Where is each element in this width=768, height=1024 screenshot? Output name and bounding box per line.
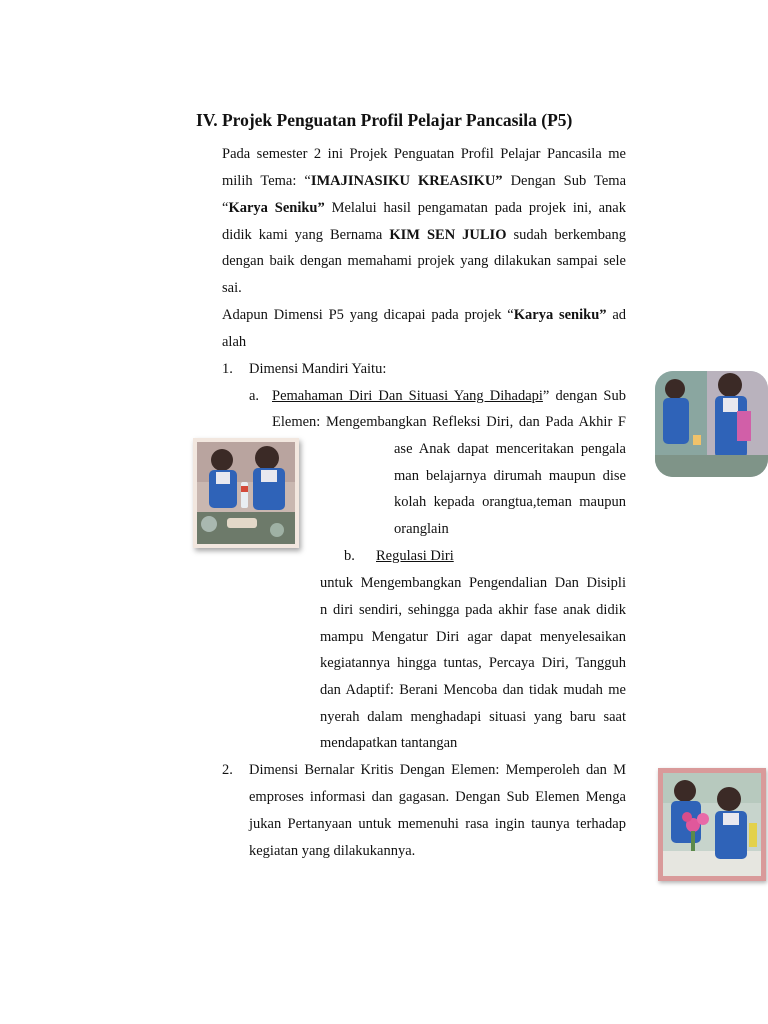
dimensi-intro-line-1 [222,305,626,325]
intro-line-2 [222,171,626,191]
subtheme-name: Karya Seniku” [228,200,325,216]
item1b-line-3: mampu Mengatur Diri agar dapat menyelesaikan [320,629,626,645]
intro-line-4 [222,225,626,245]
photo-image [197,442,295,544]
photo-image [663,773,761,876]
item2-line-4: kegiatan yang dilakukannya. [249,843,416,859]
intro-text: “ [222,200,229,216]
item1a-line-5: kolah kepada orangtua,teman maupun [394,494,626,510]
item2-number: 2. [222,762,233,778]
item1-title: Dimensi Mandiri Yaitu: [249,361,387,377]
intro-line-3 [222,198,626,218]
photo-children-activity-1 [193,438,299,548]
item1a-line-3: ase Anak dapat menceritakan pengala [394,441,626,457]
intro-line-1: Pada semester 2 ini Projek Penguatan Profil Pelajar Pancasila me [222,146,626,162]
item1b-line-2: n diri sendiri, sehingga pada akhir fase anak didik [320,602,626,618]
student-name: KIM SEN JULIO [389,227,507,243]
dimensi-text: Adapun Dimensi P5 yang dicapai pada projek “ [222,307,514,323]
project-name: Karya seniku” [513,307,607,323]
item1b-line-4: kegiatannya hingga tuntas, Percaya Diri, Tangguh [320,655,626,671]
photo-children-activity-2 [655,371,768,477]
item1a-line-4: man belajarnya dirumah maupun dise [394,468,626,484]
dimensi-intro-line-2: alah [222,334,247,350]
item1a-line-2: Elemen: Mengembangkan Refleksi Diri, dan Pada Akhir F [272,414,626,430]
photo-children-activity-3 [658,768,766,881]
intro-text: milih Tema: “ [222,173,311,189]
item1a-line-6: oranglain [394,521,449,537]
item1b-letter: b. [344,548,355,564]
item1b-line-1: untuk Mengembangkan Pengendalian Dan Disipli [320,575,626,591]
page-title: IV. Projek Penguatan Profil Pelajar Pancasila (P5) [196,110,573,130]
item1b-line-6: nyerah dalam menghadapi situasi yang baru saat [320,709,626,725]
item1b-line-7: mendapatkan tantangan [320,735,458,751]
item2-line-2: emproses informasi dan gagasan. Dengan Sub Elemen Menga [249,789,626,805]
item1a-line-1 [272,386,626,406]
intro-text: didik kami yang Bernama [222,227,390,243]
item1a-letter: a. [249,388,260,404]
item2-line-3: jukan Pertanyaan untuk memenuhi rasa ingin taunya terhadap [249,816,626,832]
theme-name: IMAJINASIKU KREASIKU” [310,173,503,189]
item1b-title: Regulasi Diri [376,548,454,564]
intro-line-5: dengan baik dengan memahami projek yang dilakukan sampai sele [222,253,626,269]
item1b-line-5: dan Adaptif: Berani Mencoba dan tidak mudah me [320,682,626,698]
intro-text: Melalui hasil pengamatan pada projek ini, anak [324,200,626,216]
photo-image [655,371,768,477]
item1a-text: ” dengan Sub [542,388,626,404]
intro-text: Dengan Sub Tema [502,173,626,189]
intro-line-6: sai. [222,280,242,296]
item1-number: 1. [222,361,233,377]
intro-text: sudah berkembang [506,227,626,243]
item2-line-1: Dimensi Bernalar Kritis Dengan Elemen: Memperoleh dan M [249,762,626,778]
item1a-title: Pemahaman Diri Dan Situasi Yang Dihadapi [272,388,543,404]
dimensi-text: ad [606,307,626,323]
